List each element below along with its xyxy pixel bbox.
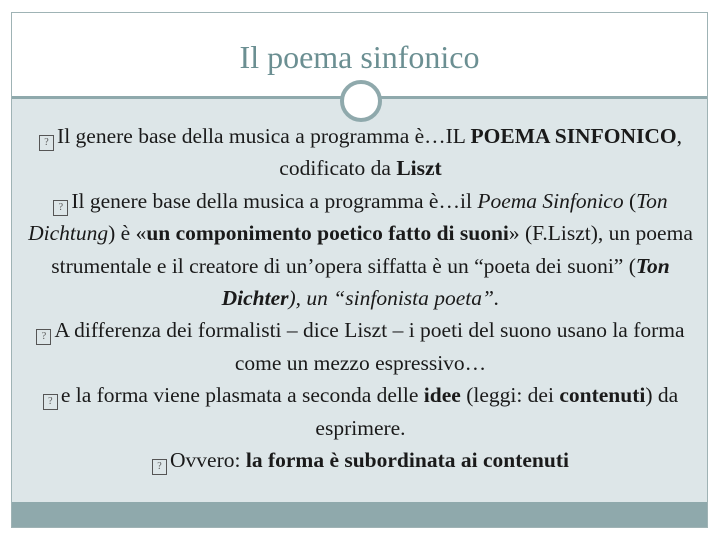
bullet-paragraph-2 [18, 185, 703, 315]
p1-text-c: , codificato da [279, 124, 682, 181]
p2-text-c: ( [623, 188, 637, 213]
missing-glyph-bullet-icon: ? [53, 200, 68, 216]
circle-ornament-icon [340, 80, 382, 122]
missing-glyph-bullet-icon: ? [39, 135, 54, 151]
p3-text-a: A differenza dei formalisti – dice Liszt – i poeti del suono usano la forma come un mezzo espressivo… [54, 318, 685, 375]
p2-text-e: ) è « [108, 221, 147, 246]
missing-glyph-bullet-icon: ? [43, 394, 58, 410]
p2-italic-i: ), un “sinfonista poeta”. [288, 286, 500, 311]
slide-body [18, 120, 703, 476]
p1-bold-d: Liszt [396, 156, 442, 181]
p1-bold-b: POEMA SINFONICO [470, 124, 677, 148]
p2-italic-d: Ton Dichtung [28, 188, 668, 246]
missing-glyph-bullet-icon: ? [152, 459, 167, 475]
p2-text-a: Il genere base della musica a programma è…il [71, 188, 478, 213]
p2-bold-f: un componimento poetico fatto di suoni [146, 221, 509, 246]
bullet-paragraph-1 [18, 120, 703, 185]
bullet-paragraph-5 [18, 444, 703, 476]
p2-bold-italic-h: Ton Dichter [221, 253, 670, 311]
bullet-paragraph-4 [18, 379, 703, 444]
bullet-paragraph-3 [18, 314, 703, 379]
p1-text-a: Il genere base della musica a programma è…IL [57, 124, 471, 148]
slide-footer-bar [12, 502, 707, 527]
p4-bold-d: contenuti [559, 383, 646, 408]
p5-text-a: Ovvero: [170, 448, 246, 473]
p2-text-g: » (F.Liszt), un poema strumentale e il creatore di un’opera siffatta è un “poeta dei suoni” ( [51, 221, 693, 278]
p4-text-a: e la forma viene plasmata a seconda delle [60, 383, 424, 408]
p4-text-c: (leggi: dei [460, 383, 560, 408]
p5-bold-b: la forma è subordinata ai contenuti [245, 448, 569, 473]
slide-title: Il poema sinfonico [239, 39, 480, 75]
p4-text-e: ) da esprimere. [315, 383, 679, 440]
p2-italic-b: Poema Sinfonico [477, 188, 624, 213]
missing-glyph-bullet-icon: ? [36, 329, 51, 345]
p4-bold-b: idee [423, 383, 461, 408]
